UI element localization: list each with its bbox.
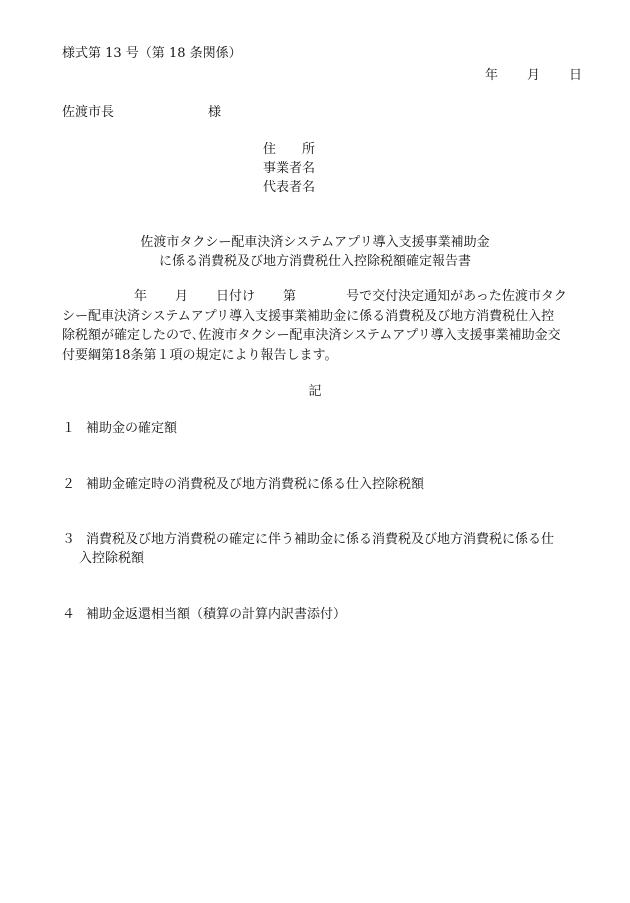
applicant-block xyxy=(263,143,315,200)
item-text: 消費税及び地方消費税の確定に伴う補助金に係る消費税及び地方消費税に係る仕 xyxy=(86,532,555,547)
item-text: 補助金の確定額 xyxy=(86,421,178,436)
document-title xyxy=(0,236,630,274)
body-date: 日付け xyxy=(216,289,256,304)
date-year-label: 年 xyxy=(485,68,499,83)
addressee-name: 佐渡市長 xyxy=(62,105,115,120)
body-line-3: 除税額が確定したので､佐渡市タクシー配車決済システムアプリ導入支援事業補助金交 xyxy=(62,328,561,343)
title-line-2: に係る消費税及び地方消費税仕入控除税額確定報告書 xyxy=(158,254,471,269)
date-line xyxy=(485,69,582,82)
list-item xyxy=(62,608,346,621)
body-dai: 第 xyxy=(283,289,297,304)
item-number: ３ xyxy=(62,532,76,547)
item-text-continuation: 入控除税額 xyxy=(79,551,145,566)
item-text: 補助金返還相当額（積算の計算内訳書添付） xyxy=(86,607,347,622)
body-paragraph xyxy=(62,290,582,368)
item-text: 補助金確定時の消費税及び地方消費税に係る仕入控除税額 xyxy=(86,477,425,492)
ki-heading: 記 xyxy=(308,384,322,399)
date-month-label: 月 xyxy=(527,68,541,83)
addressee xyxy=(62,105,222,120)
list-item xyxy=(62,422,177,435)
body-line-1 xyxy=(62,290,582,310)
representative-label: 代表者名 xyxy=(263,180,316,195)
item-number: ２ xyxy=(62,477,76,492)
body-year: 年 xyxy=(134,289,148,304)
addressee-honorific: 様 xyxy=(208,105,222,120)
body-month: 月 xyxy=(175,289,189,304)
date-day-label: 日 xyxy=(569,68,583,83)
item-number: １ xyxy=(62,421,76,436)
address-label: 住 所 xyxy=(263,142,316,157)
body-line-2: シー配車決済システムアプリ導入支援事業補助金に係る消費税及び地方消費税仕入控 xyxy=(62,308,555,324)
business-name-label: 事業者名 xyxy=(263,161,316,176)
body-line-1-rest: 号で交付決定通知があった佐渡市タク xyxy=(346,289,567,304)
item-number: ４ xyxy=(62,607,76,622)
list-item xyxy=(62,478,424,491)
title-line-1: 佐渡市タクシー配車決済システムアプリ導入支援事業補助金 xyxy=(140,235,490,250)
body-line-4: 付要綱第18条第１項の規定により報告します。 xyxy=(62,347,338,363)
list-item xyxy=(62,533,554,565)
form-number: 様式第 13 号（第 18 条関係） xyxy=(62,46,242,61)
